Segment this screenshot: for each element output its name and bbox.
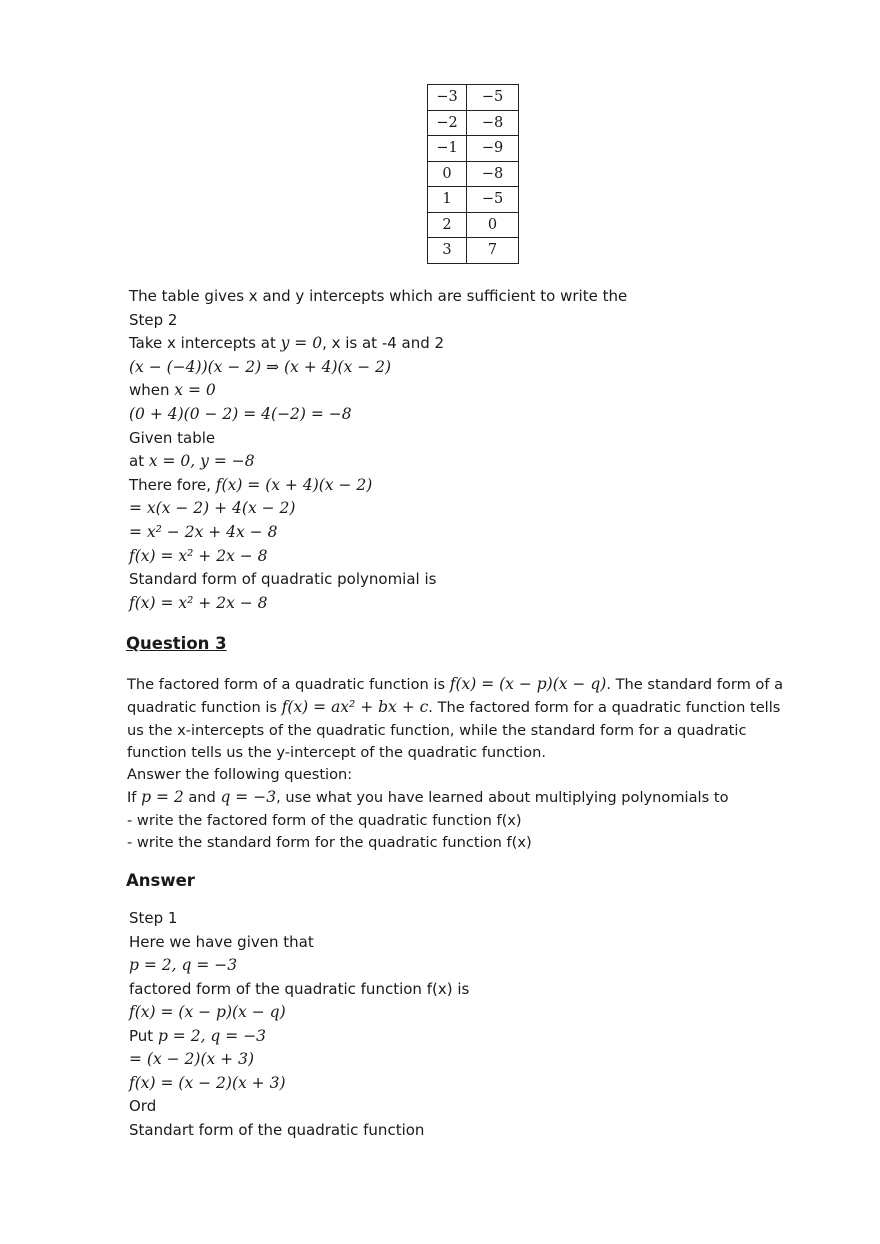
mixed-line: [129, 475, 372, 495]
math-expression: x = 0: [174, 381, 216, 400]
intro-line: [127, 673, 807, 696]
equation-line: = x² − 2x + 4x − 8: [129, 523, 278, 541]
solution-text-line: Standart form of the quadratic function: [129, 1120, 425, 1139]
y-value-cell: −8: [467, 161, 519, 187]
table-row: [428, 161, 519, 187]
solution-text-line: Ord: [129, 1097, 157, 1115]
mixed-line: [129, 1026, 266, 1046]
math-expression: x = 0, y = −8: [148, 452, 255, 471]
intro-line: [127, 810, 807, 832]
text-run: quadratic function is: [127, 699, 282, 717]
text-run: There fore,: [129, 475, 216, 494]
text-run: Put: [129, 1026, 158, 1045]
math-expression: y = 0: [280, 334, 323, 353]
y-value-cell: −5: [467, 187, 519, 213]
text-run: - write the standard form for the quadratic function f(x): [127, 834, 532, 852]
text-run: , use what you have learned about multiplying polynomials to: [276, 789, 729, 807]
answer-heading: Answer: [126, 871, 195, 890]
table-row: [428, 187, 519, 213]
table-row: [428, 136, 519, 162]
equation-line: = (x − 2)(x + 3): [129, 1050, 254, 1068]
y-value-cell: 0: [467, 212, 519, 238]
equation-line: f(x) = x² + 2x − 8: [129, 546, 268, 565]
text-run: function tells us the y-intercept of the quadratic function.: [127, 743, 546, 761]
text-run: - write the factored form of the quadratic function f(x): [127, 811, 522, 829]
equation-line: f(x) = x² + 2x − 8: [129, 593, 268, 612]
equation-line: f(x) = (x − p)(x − q): [129, 1003, 286, 1021]
y-value-cell: 7: [467, 238, 519, 264]
text-run: Answer the following question:: [127, 766, 353, 784]
math-expression: f(x) = (x + 4)(x − 2): [215, 475, 373, 494]
question-3-title: Question 3: [126, 634, 227, 653]
intro-line: [127, 832, 807, 854]
intro-line: [127, 786, 807, 809]
equation-line: = x(x − 2) + 4(x − 2): [129, 499, 296, 518]
equation-line: f(x) = (x − 2)(x + 3): [129, 1073, 286, 1092]
y-value-cell: −8: [467, 110, 519, 136]
intro-line: [127, 720, 807, 742]
text-run: The factored form of a quadratic function is: [127, 676, 450, 693]
x-value-cell: −3: [428, 85, 467, 111]
solution-text-line: Standard form of quadratic polynomial is: [129, 570, 437, 589]
math-expression: f(x) = (x − p)(x − q): [449, 675, 607, 693]
table-row: [428, 110, 519, 136]
x-value-cell: 2: [428, 212, 467, 238]
y-value-cell: −9: [467, 136, 519, 162]
math-expression: f(x) = ax² + bx + c: [281, 698, 429, 717]
solution-text-line: factored form of the quadratic function f(x) is: [129, 979, 470, 998]
text-run: . The factored form for a quadratic function tells: [428, 699, 781, 717]
equation-line: (x − (−4))(x − 2) ⇒ (x + 4)(x − 2): [129, 357, 392, 376]
math-expression: p = 2, q = −3: [157, 1026, 267, 1045]
question-3-intro: [127, 673, 807, 854]
text-run: , x is at -4 and 2: [322, 334, 445, 353]
solution-text-line: Step 2: [129, 310, 178, 329]
solution-text-line: Given table: [129, 428, 216, 447]
solution-text-line: Here we have given that: [129, 932, 314, 951]
mixed-line: [129, 380, 216, 400]
text-run: Take x intercepts at: [129, 334, 281, 353]
text-run: . The standard form of a: [606, 676, 784, 693]
mixed-line: [129, 333, 444, 353]
intro-line: [127, 742, 807, 764]
solution-text-line: The table gives x and y intercepts which are sufficient to write the: [129, 287, 628, 305]
x-value-cell: −2: [428, 110, 467, 136]
equation-line: (0 + 4)(0 − 2) = 4(−2) = −8: [129, 405, 352, 423]
table-row: [428, 85, 519, 111]
y-value-cell: −5: [467, 85, 519, 111]
math-expression: q = −3: [220, 788, 277, 807]
text-run: when: [129, 381, 175, 400]
text-run: and: [183, 789, 221, 807]
intro-line: [127, 764, 807, 786]
math-expression: p = 2: [141, 788, 184, 807]
mixed-line: [129, 451, 255, 471]
values-table: [427, 84, 519, 264]
x-value-cell: 1: [428, 187, 467, 213]
intro-line: [127, 696, 807, 719]
equation-line: p = 2, q = −3: [129, 956, 238, 974]
x-value-cell: −1: [428, 136, 467, 162]
x-value-cell: 3: [428, 238, 467, 264]
text-run: at: [129, 452, 149, 471]
text-run: us the x-intercepts of the quadratic function, while the standard form for a quadratic: [127, 721, 747, 739]
table-row: [428, 212, 519, 238]
text-run: If: [127, 789, 142, 807]
table-row: [428, 238, 519, 264]
solution-text-line: Step 1: [129, 909, 178, 927]
x-value-cell: 0: [428, 161, 467, 187]
